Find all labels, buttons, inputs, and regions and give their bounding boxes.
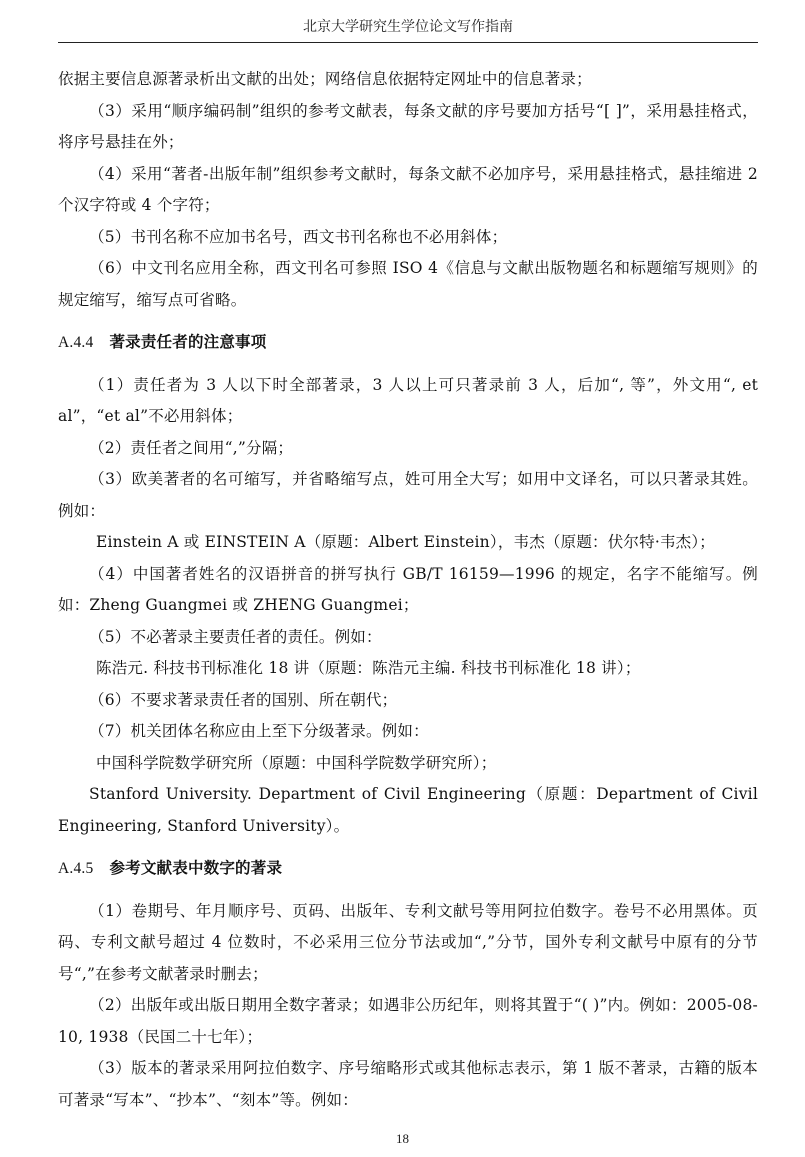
paragraph-continuation: 依据主要信息源著录析出文献的出处；网络信息依据特定网址中的信息著录； <box>58 70 592 88</box>
list-item-5: （5）不必著录主要责任者的责任。例如： <box>89 627 382 646</box>
example-line-hanging: Stanford University. Department of Civil Engineering（原题：Department of Civil Engineering, Stanford University）。 <box>58 785 758 835</box>
section-heading-a45 <box>58 853 758 885</box>
list-item-6: （6）不要求著录责任者的国别、所在朝代； <box>89 690 398 709</box>
section-title: 参考文献表中数字的著录 <box>109 859 283 877</box>
page-body <box>58 64 758 1116</box>
example-line: 中国科学院数学研究所（原题：中国科学院数学研究所）； <box>96 753 497 772</box>
header-rule <box>58 42 758 43</box>
list-item-4: （4）中国著者姓名的汉语拼音的拼写执行 GB/T 16159—1996 的规定，名字不能缩写。例如：Zheng Guangmei 或 ZHENG Guangmei； <box>58 564 758 614</box>
list-item-7: （7）机关团体名称应由上至下分级著录。例如： <box>89 722 429 740</box>
section-number: A.4.5 <box>58 860 94 877</box>
list-item-2: （2）责任者之间用“,”分隔； <box>89 438 294 457</box>
example-line: 陈浩元. 科技书刊标准化 18 讲（原题：陈浩元主编. 科技书刊标准化 18 讲）； <box>96 659 641 677</box>
page-number: 18 <box>396 1131 409 1146</box>
list-item-2: （2）出版年或出版日期用全数字著录；如遇非公历纪年，则将其置于“( )”内。例如：2005-08-10, 1938（民国二十七年）； <box>58 996 758 1046</box>
list-item-6: （6）中文刊名应用全称，西文刊名可参照 ISO 4《信息与文献出版物题名和标题缩写规则》的规定缩写，缩写点可省略。 <box>58 259 758 309</box>
section-title: 著录责任者的注意事项 <box>109 333 267 351</box>
list-item-1: （1）责任者为 3 人以下时全部著录，3 人以上可只著录前 3 人，后加“, 等”，外文用“, et al”，“et al”不必用斜体； <box>58 375 758 425</box>
example-line: Einstein A 或 EINSTEIN A（原题：Albert Einstein），韦杰（原题：伏尔特·韦杰）； <box>96 533 715 551</box>
running-header: 北京大学研究生学位论文写作指南 <box>303 19 513 35</box>
list-item-4: （4）采用“著者-出版年制”组织参考文献时，每条文献不必加序号，采用悬挂格式，悬挂缩进 2 个汉字符或 4 个字符； <box>58 164 758 214</box>
list-item-3: （3）版本的著录采用阿拉伯数字、序号缩略形式或其他标志表示，第 1 版不著录，古籍的版本可著录“写本”、“抄本”、“刻本”等。例如： <box>58 1059 758 1109</box>
list-item-3: （3）欧美著者的名可缩写，并省略缩写点，姓可用全大写；如用中文译名，可以只著录其姓。例如： <box>58 470 758 520</box>
list-item-5: （5）书刊名称不应加书名号，西文书刊名称也不必用斜体； <box>89 227 508 246</box>
section-number: A.4.4 <box>58 334 94 351</box>
list-item-3: （3）采用“顺序编码制”组织的参考文献表，每条文献的序号要加方括号“[ ]”，采用悬挂格式，将序号悬挂在外； <box>58 101 758 151</box>
list-item-1: （1）卷期号、年月顺序号、页码、出版年、专利文献号等用阿拉伯数字。卷号不必用黑体。页码、专利文献号超过 4 位数时，不必采用三位分节法或加“,”分节，国外专利文献号中原有的分节号“,”在参考文献著录时删去； <box>58 901 758 983</box>
section-heading-a44 <box>58 327 758 359</box>
